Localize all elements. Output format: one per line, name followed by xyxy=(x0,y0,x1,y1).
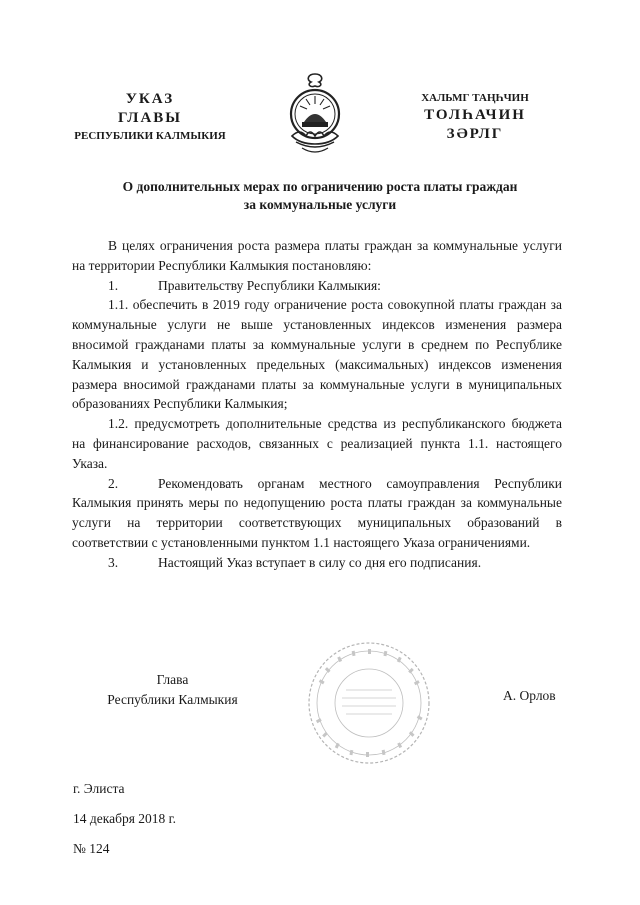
item-2 xyxy=(72,474,562,553)
item-2-number: 2. xyxy=(108,475,119,491)
header-left-title: УКАЗ xyxy=(125,91,175,107)
signature-position xyxy=(90,670,255,710)
item-1-2: 1.2. предусмотреть дополнительные средства из республиканского бюджета на финансирование расходов, связанных с реализацией пункта 1.1. настоящего Указа. xyxy=(72,416,562,471)
official-seal-icon xyxy=(306,640,432,766)
republic-emblem-icon xyxy=(280,70,350,160)
header-left-republic: РЕСПУБЛИКИ КАЛМЫКИЯ xyxy=(74,130,226,142)
decree-title-line2: за коммунальные услуги xyxy=(243,197,397,212)
signature-position-line1: Глава xyxy=(156,672,189,687)
decree-date: 14 декабря 2018 г. xyxy=(73,811,177,826)
item-2-text: Рекомендовать органам местного самоуправления Республики Калмыкия принять меры по недопущению роста платы граждан за коммунальные услуги на территории соответствующих муниципальных образований в соответствии с установленными пунктом 1.1 настоящего Указа ограничениями. xyxy=(72,475,562,550)
item-1-text: Правительству Республики Калмыкия: xyxy=(158,277,381,293)
header-left-subtitle: ГЛАВЫ xyxy=(117,110,183,126)
item-1-number: 1. xyxy=(108,277,119,293)
header-left xyxy=(60,90,240,144)
decree-title-line1: О дополнительных мерах по ограничению роста платы граждан xyxy=(122,179,518,194)
header-right-line2: ТОЛҺАЧИН xyxy=(424,107,526,123)
signature-name: А. Орлов xyxy=(503,688,556,703)
item-3 xyxy=(72,553,562,573)
decree-body xyxy=(72,236,562,573)
intro-paragraph: В целях ограничения роста размера платы граждан за коммунальные услуги на территории Республики Калмыкия постановляю: xyxy=(72,238,562,273)
item-1 xyxy=(72,276,562,296)
header-right-line3: ЗӘРЛГ xyxy=(446,126,504,142)
decree-title xyxy=(80,178,560,214)
item-3-number: 3. xyxy=(108,554,119,570)
item-1-1: 1.1. обеспечить в 2019 году ограничение роста совокупной платы граждан за коммунальные услуги не выше установленных индексов изменения размера вносимой гражданами платы за коммунальные услуги в среднем по Республике Калмыкия и установленных предельных (максимальных) индексов изменения размера вносимой гражданами платы за коммунальные услуги в муниципальных образованиях Республики Калмыкия; xyxy=(72,297,562,412)
decree-number: № 124 xyxy=(73,841,110,856)
header-right xyxy=(400,90,550,144)
decree-city: г. Элиста xyxy=(73,781,125,796)
header-right-line1: ХАЛЬМГ ТАҢҺЧИН xyxy=(421,92,529,104)
signature-position-line2: Республики Калмыкия xyxy=(107,692,238,707)
decree-footer xyxy=(73,774,176,864)
item-3-text: Настоящий Указ вступает в силу со дня его подписания. xyxy=(158,554,482,570)
